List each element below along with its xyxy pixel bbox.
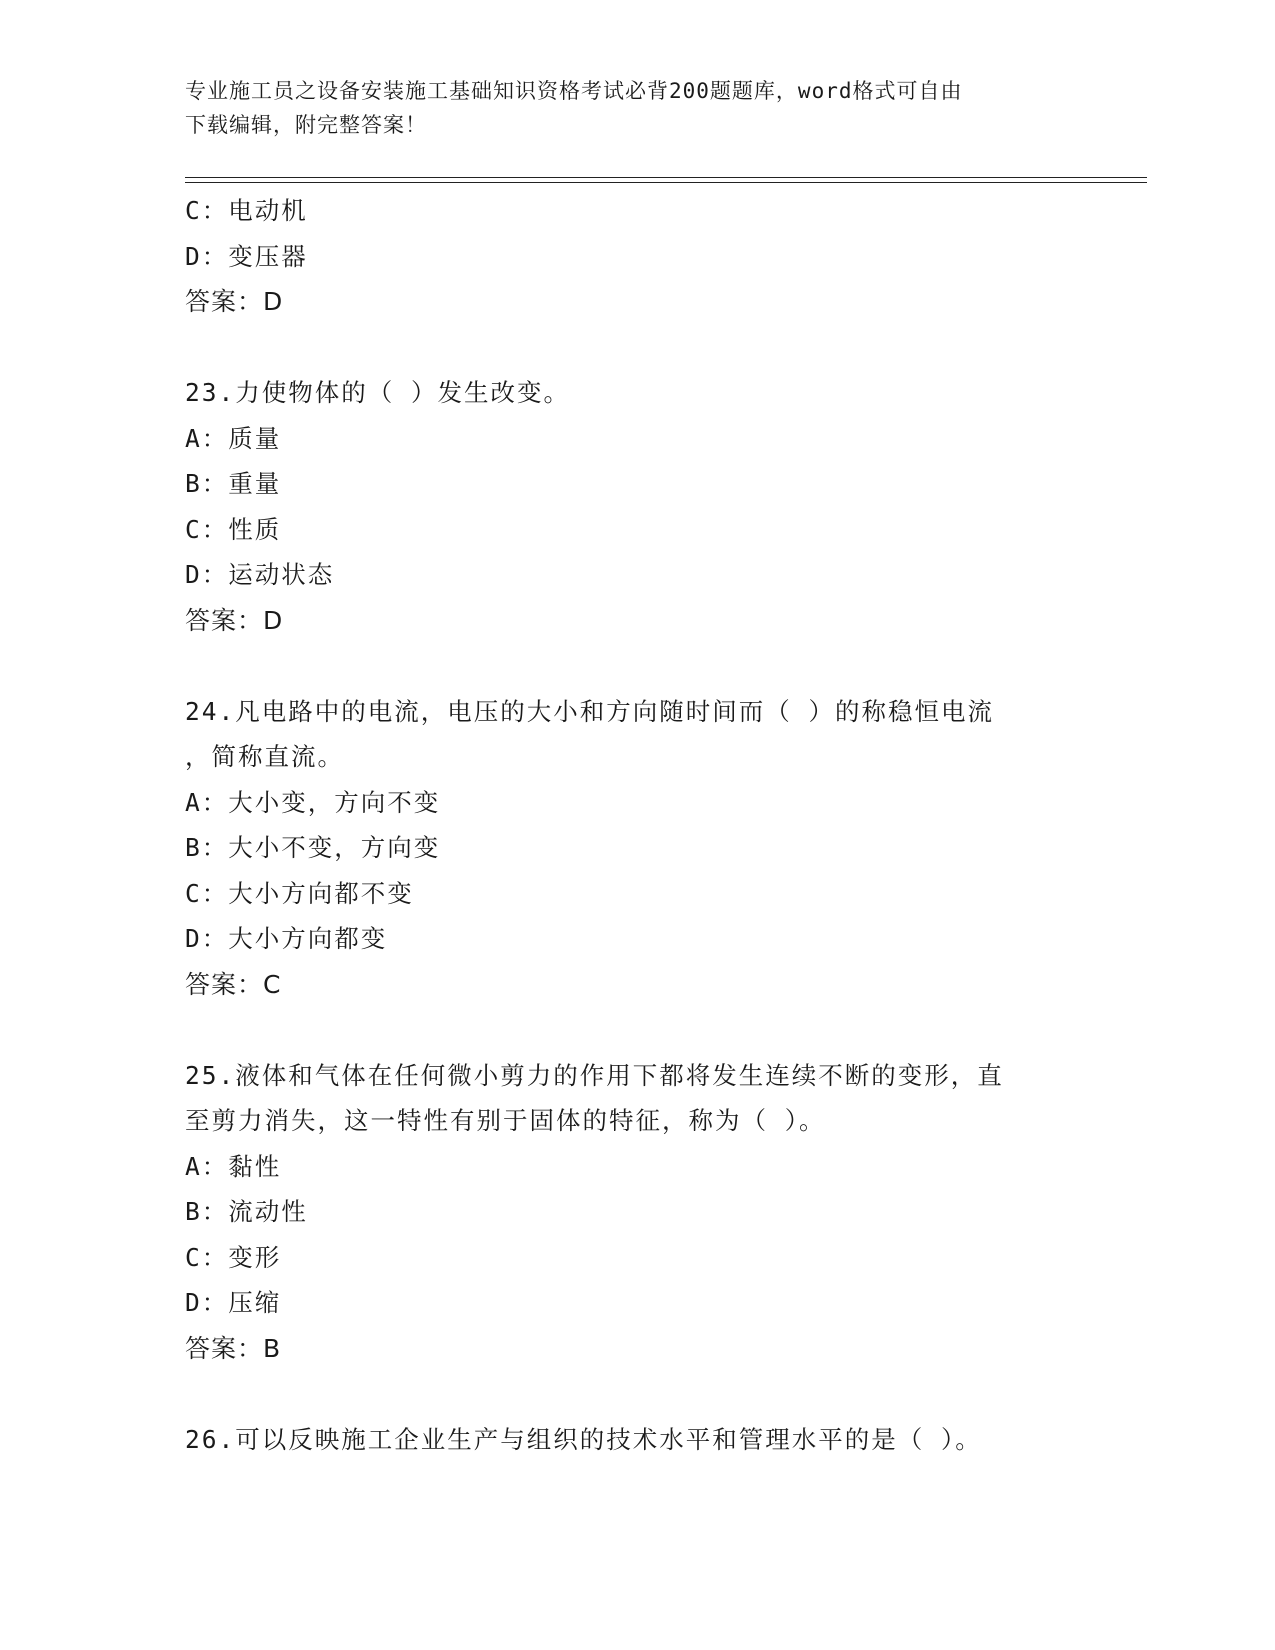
header-divider-bottom bbox=[185, 182, 1147, 183]
document-header bbox=[185, 74, 1085, 142]
answer-line: 答案：B bbox=[185, 1333, 282, 1363]
option-d: D：压缩 bbox=[185, 1288, 282, 1317]
question-text: 23.力使物体的（ ）发生改变。 bbox=[185, 378, 570, 407]
answer-line: 答案：C bbox=[185, 969, 282, 999]
spacer bbox=[185, 1371, 1085, 1417]
option-b: B：大小不变，方向变 bbox=[185, 833, 441, 862]
option-c: C：变形 bbox=[185, 1242, 282, 1272]
option-a: A：黏性 bbox=[185, 1151, 282, 1181]
option-b: B：重量 bbox=[185, 469, 282, 498]
option-c: C：电动机 bbox=[185, 196, 308, 225]
option-a: A：质量 bbox=[185, 423, 282, 453]
question-block-25 bbox=[185, 1053, 1085, 1372]
answer-line: 答案：D bbox=[185, 605, 284, 635]
option-d: D：大小方向都变 bbox=[185, 924, 388, 953]
option-c: C：性质 bbox=[185, 514, 282, 544]
question-text-line-1: 24.凡电路中的电流，电压的大小和方向随时间而（ ）的称稳恒电流 bbox=[185, 696, 994, 726]
option-d: D：变压器 bbox=[185, 241, 308, 271]
answer-line: 答案：D bbox=[185, 287, 284, 316]
question-block-22 bbox=[185, 188, 1085, 325]
header-line-2: 下载编辑，附完整答案！ bbox=[185, 113, 427, 137]
question-text: 26.可以反映施工企业生产与组织的技术水平和管理水平的是（ ）。 bbox=[185, 1424, 982, 1454]
spacer bbox=[185, 325, 1085, 371]
option-d: D：运动状态 bbox=[185, 560, 335, 589]
spacer bbox=[185, 1007, 1085, 1053]
option-b: B：流动性 bbox=[185, 1197, 308, 1226]
question-block-24 bbox=[185, 689, 1085, 1008]
question-text-line-2: ，简称直流。 bbox=[185, 742, 344, 771]
question-list bbox=[185, 188, 1085, 1462]
question-block-23 bbox=[185, 370, 1085, 643]
option-c: C：大小方向都不变 bbox=[185, 878, 414, 908]
header-divider-top bbox=[185, 177, 1147, 178]
header-line-1: 专业施工员之设备安装施工基础知识资格考试必背200题题库，word格式可自由 bbox=[185, 79, 963, 103]
question-text-line-2: 至剪力消失，这一特性有别于固体的特征，称为（ ）。 bbox=[185, 1106, 826, 1135]
question-text-line-1: 25.液体和气体在任何微小剪力的作用下都将发生连续不断的变形，直 bbox=[185, 1060, 1004, 1090]
spacer bbox=[185, 643, 1085, 689]
question-block-26 bbox=[185, 1417, 1085, 1463]
option-a: A：大小变，方向不变 bbox=[185, 787, 441, 817]
